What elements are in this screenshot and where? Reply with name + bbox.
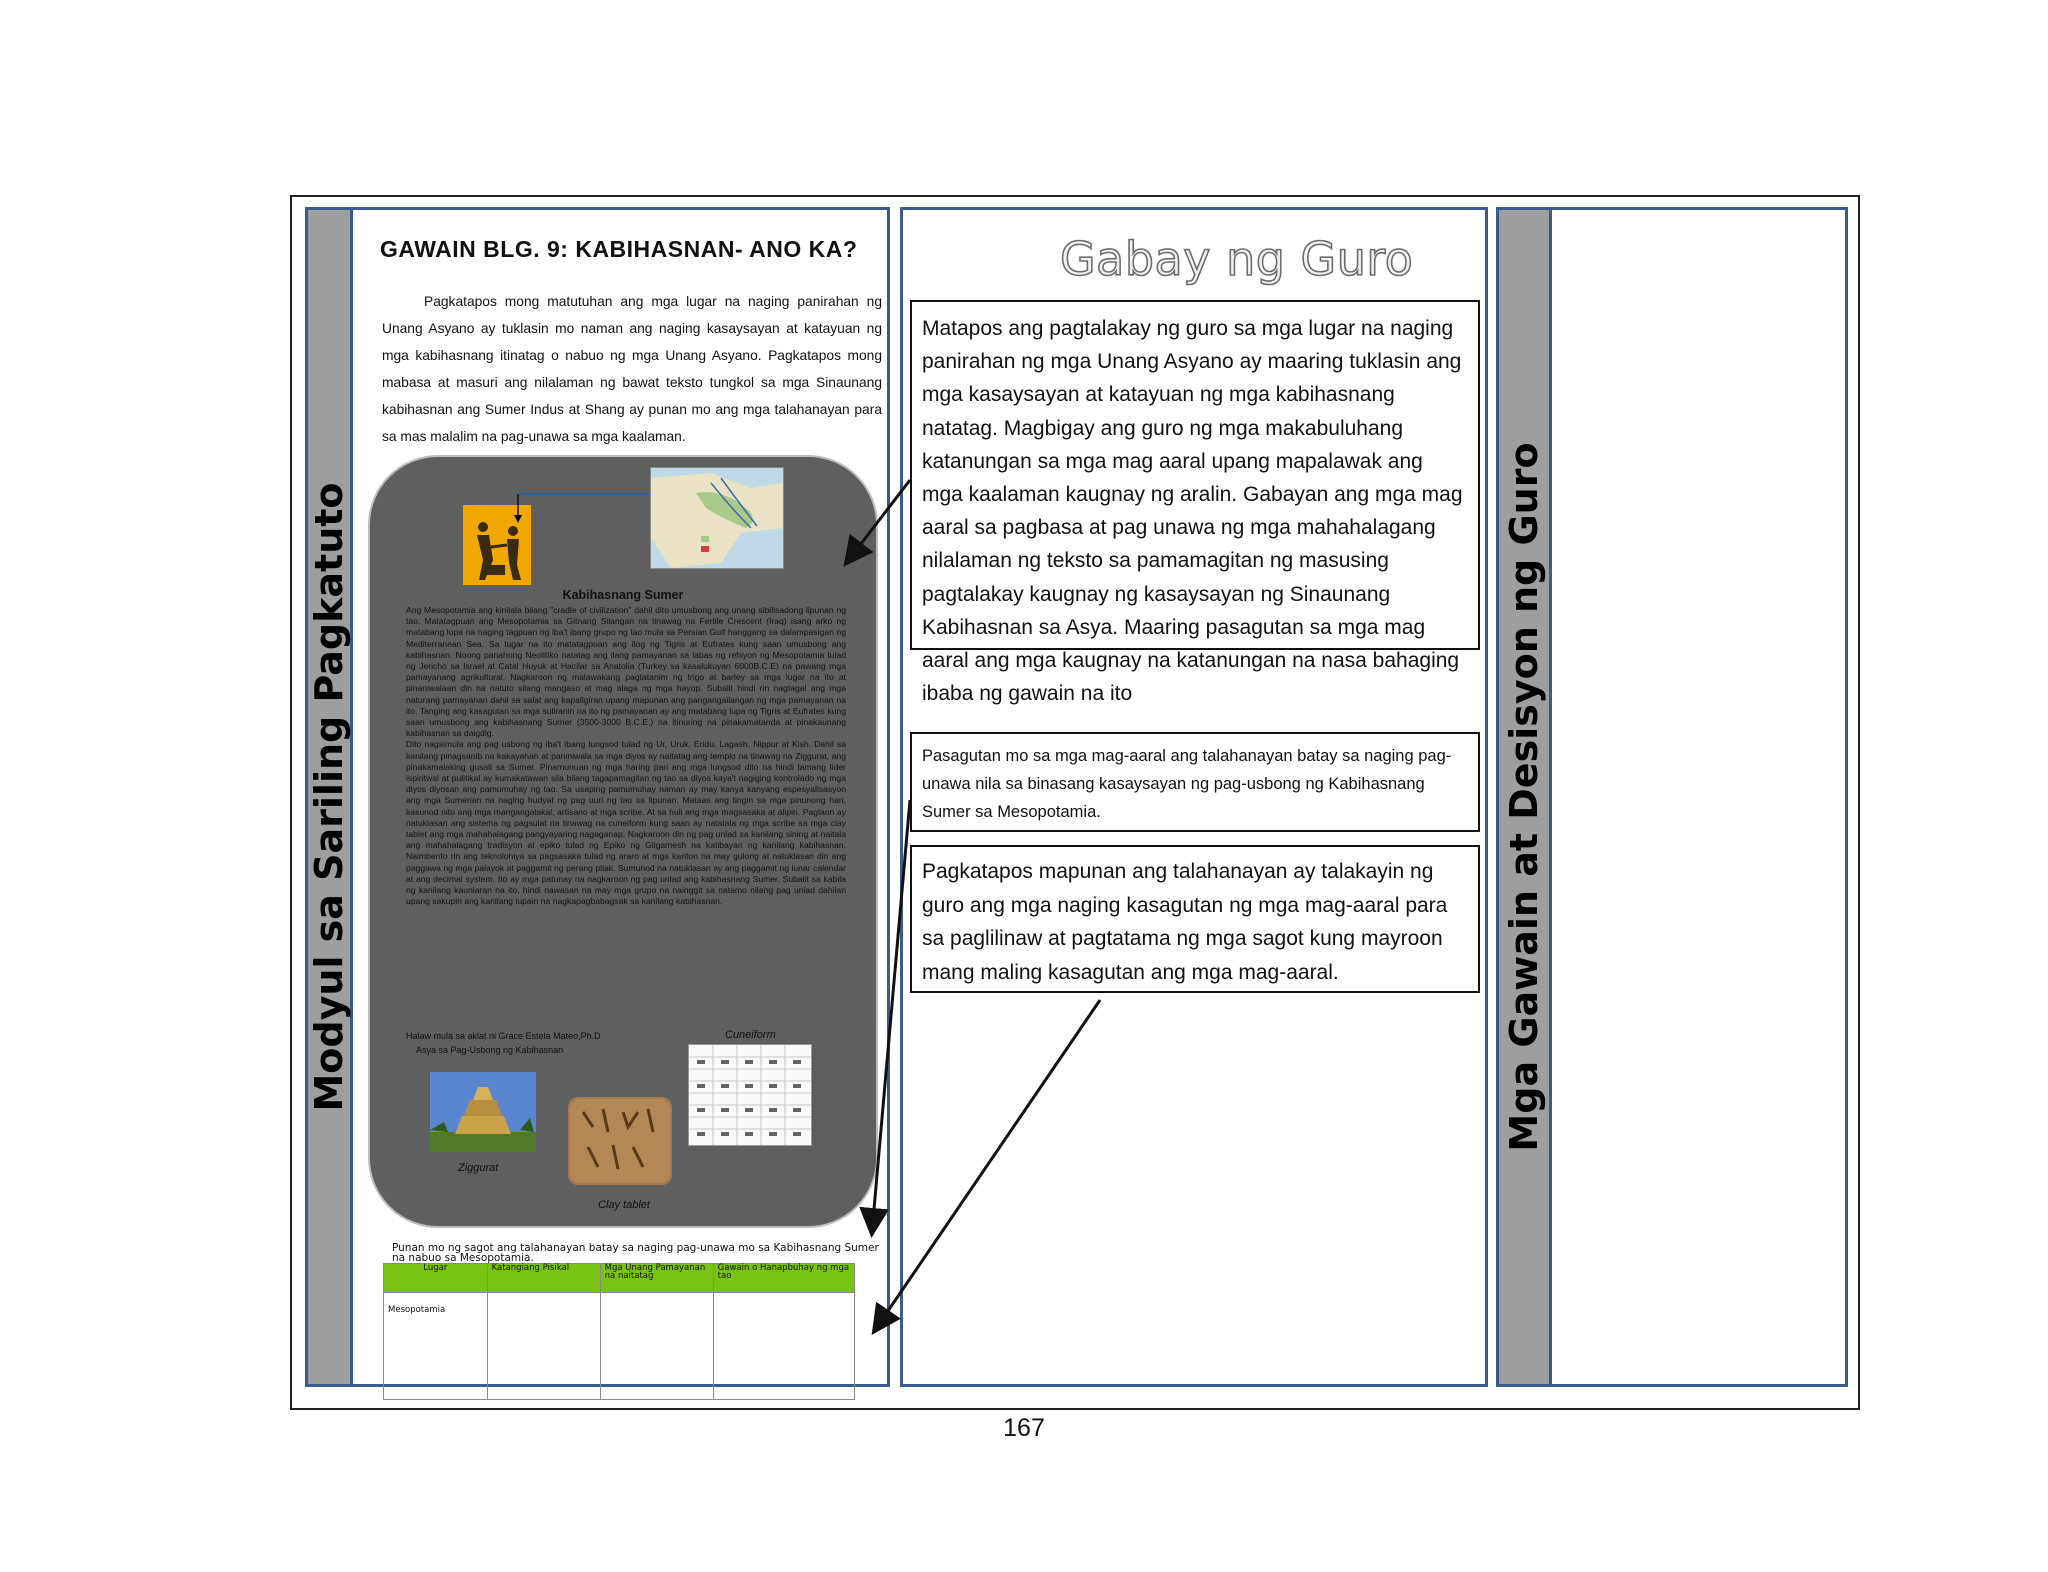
arrow-to-table-2 [875,1000,1100,1330]
col-katangiang-pisikal: Katangiang Pisikal [487,1264,600,1293]
reading-paragraph-1: Ang Mesopotamia ang kinilala bilang "cradle of civilization" dahil dito umusbong ang unang sibilisadong lipunan ng tao. Matatagpuan ang Mesopotamia sa Gitnang Silangan na tinawag na Fertile Crescent (Iraq) isang arko ng matabang lupa na naging tagpuan ng iba't ibang grupo ng tao mula sa Persian Gulf hanggang sa dalampasigan ng Mediterranean Sea. Sa lugar na ito matatagpuan ang ilog ng Tigris at Eufrates kung saan umusbong ang kabihasnan. Noong panahong Neolitiko natatag ang ilang pamayanan sa labas ng rehiyon ng Mesopotamia tulad ng Jericho sa Israel at Catal Huyuk at Hacilar sa Anatolia (Turkey sa kasalukuyan 6000B.C.E) na pawang mga pamayanang agrikultural. Nagkaroon ng malawakang pagtatanim ng trigo at barley sa mga lugar na ito at pinaniwalaan din na natuto silang mangaso at mag alaga ng mga hayop. Subalit hindi rin nagtagal ang mga naturang pamayanan dahil sa salat ang kapaligiran upang mapunan ang pangangailangan ng mga pamayanan na ito. Tanging ang kasagutan sa mga suliranin na ito ng pamayanan ay ang matabang lupa ng Tigris at Eufrates kung saan umusbong ang kabihasnang Sumer (3500-3000 B.C.E.) na itinuring na pinakamatanda at pinakaunang kabihasnan sa daigdig. [406,605,846,739]
table-instruction: Punan mo ng sagot ang talahanayan batay sa naging pag-unawa mo sa Kabihasnang Sumer na nabuo sa Mesopotamia. [392,1242,879,1264]
col-gawain-hanapbuhay: Gawain o Hanapbuhay ng mga tao [713,1264,854,1293]
activity-intro: Pagkatapos mong matutuhan ang mga lugar na naging panirahan ng Unang Asyano ay tuklasin mo naman ang naging kasaysayan at katayuan ng mga kabihasnang itinatag o nabuo ng mga Unang Asyano. Pagkatapos mong mabasa at masuri ang nilalaman ng bawat teksto tungkol sa mga Sinaunang kabihasnan ang Sumer Indus at Shang ay punan mo ang mga talahanayan para sa mas malalim na pag-unawa sa mga kaalaman. [382,294,882,444]
row-label-mesopotamia: Mesopotamia [384,1293,488,1400]
col-lugar: Lugar [384,1264,488,1293]
clay-tablet-caption: Clay tablet [598,1199,650,1211]
cuneiform-caption: Cuneiform [725,1029,776,1041]
source-author: Halaw mula sa aklat ni Grace Estela Mateo,Ph.D [406,1031,601,1041]
guide-box-1: Matapos ang pagtalakay ng guro sa mga lugar na naging panirahan ng mga Unang Asyano ay maaring tuklasin ang mga kasaysayan at katayuan ng mga kabihasnang natatag. Magbigay ang guro ng mga makabuluhang katanungan sa mga mag aaral upang mapalawak ang mga kaalaman kaugnay ng aralin. Gabayan ang mga mag aaral sa pagbasa at pag unawa ng mga mahahalagang nilalaman ng teksto sa pamamagitan ng masusing pagtalakay kaugnay ng kasaysayan ng Sinaunang Kabihasnan sa Asya. Maaring pasagutan sa mga mag aaral ang mga kaugnay na katanungan na nasa bahaging ibaba ng gawain na ito [910,300,1480,650]
guide-box-2: Pasagutan mo sa mga mag-aaral ang talahanayan batay sa naging pag-unawa nila sa binasang kasaysayan ng pag-usbong ng Kabihasnang Sumer sa Mesopotamia. [910,732,1480,832]
ziggurat-caption: Ziggurat [458,1162,499,1174]
arrow-to-table-1 [872,800,910,1232]
teacher-guide-heading: Gabay ng Guro [1060,232,1414,286]
source-book: Asya sa Pag-Usbong ng Kabihasnan [416,1045,564,1055]
reading-heading: Kabihasnang Sumer [562,588,684,602]
right-strip-title: Mga Gawain at Desisyon ng Guro [1502,442,1546,1152]
col-mga-unang-pamayanan: Mga Unang Pamayanan na naitatag [600,1264,713,1293]
left-strip-title: Modyul sa Sariling Pagkatuto [307,482,351,1112]
reading-paragraph-2: Dito nagsimula ang pag usbong ng iba't ibang lungsod tulad ng Ur, Uruk, Eridu, Lagash, Nippur at Kish. Dahil sa kanilang pinagsanib na kakayahan at paniniwala sa mga diyos ay naitatag ang templo na tinawag na Ziggurat, ang pinakamalaking gusali sa Sumer. Pinamunuan ng mga haring pari ang mga lungsod dito na hindi lamang lider ispiritwal at pulitikal ay kumakatawan sila bilang tagapamagitan ng tao sa diyos kaya't nagiging kontrolado ng mga diyos diyosan ang pamumuhay ng tao. Sa usaping pamumuhay naman ay may kanya kanyang espesyalisasyon ang mga Sumerian na naging hudyat ng pag uuri ng tao sa lipunan. Mataas ang tingin sa mga pinunong hari, kasunod nito ang mga mangangalakal, artisano at mga scribe. At sa huli ang mga magsasaka at alipin. Paglaon ay natuklasan ang sistema ng pagsulat na tinawag na cuneiform kung saan ay natatala ng mga scribe sa mga clay tablet ang mga mahahalagang pangyayaring nagaganap. Nagkaroon din ng pag unlad sa kanilang sining at naitala ang mahahalagang tradisyon at epiko tulad ng Epiko ng Gilgamesh na katibayan ng kanilang kabihasnan. Naimbento rin ang teknolohiya sa pagsasaka tulad ng araro at mga kariton na may gulong at natuklasan din ang paggawa ng mga palayok at paggamit ng perang pilak. Sumunod na natuklasan ay ang paggamit ng lunar calendar at ang decimal system. Ito ay mga patunay na nagkaroon ng pag unlad ang kabihasnang Sumer. Subalit sa kabila ng kanilang kaunlaran na ito, hindi nawasan na may mga grupo na nainggit sa natamo nilang pag unlad dahilan upang sakupin ang kanilang lupain na nagkapagbabagsak sa kanilang kabihasnan. [406,739,846,907]
arrow-to-reading [847,480,910,562]
guide-box-3: Pagkatapos mapunan ang talahanayan ay talakayin ng guro ang mga naging kasagutan ng mga mag-aaral para sa paglilinaw at pagtatama ng mga sagot kung mayroon mang maling kasagutan ang mga mag-aaral. [910,845,1480,993]
page-number: 167 [1003,1414,1045,1442]
activity-title: GAWAIN BLG. 9: KABIHASNAN- ANO KA? [380,236,858,262]
